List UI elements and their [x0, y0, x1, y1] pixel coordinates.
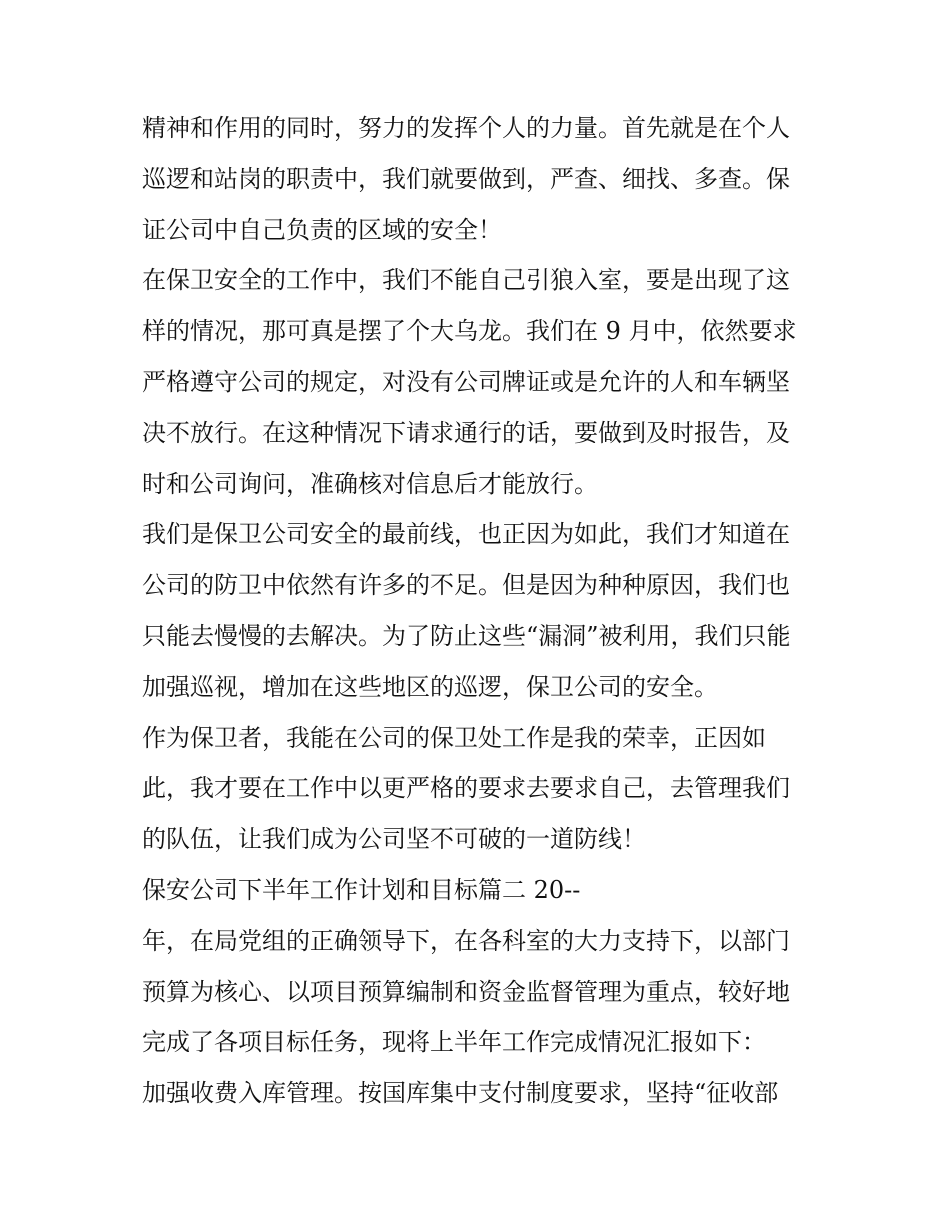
text-line: 作为保卫者，我能在公司的保卫处工作是我的荣幸，正因如: [142, 723, 766, 752]
section-heading: 保安公司下半年工作计划和目标篇二 20--: [142, 875, 581, 904]
text-line: 巡逻和站岗的职责中，我们就要做到，严查、细找、多查。保: [142, 164, 790, 193]
text-line: 公司的防卫中依然有许多的不足。但是因为种种原因，我们也: [142, 571, 790, 600]
text-line: 在保卫安全的工作中，我们不能自己引狼入室，要是出现了这: [142, 266, 790, 295]
text-line: 年，在局党组的正确领导下，在各科室的大力支持下，以部门: [142, 926, 790, 955]
text-line: 时和公司询问，准确核对信息后才能放行。: [142, 469, 598, 498]
text-line: 只能去慢慢的去解决。为了防止这些“漏洞”被利用，我们只能: [142, 621, 791, 650]
text-line: 加强巡视，增加在这些地区的巡逻，保卫公司的安全。: [142, 672, 718, 701]
text-line: 样的情况，那可真是摆了个大乌龙。我们在 9 月中，依然要求: [142, 317, 797, 346]
document-body: [142, 103, 822, 1119]
text-line: 我们是保卫公司安全的最前线，也正因为如此，我们才知道在: [142, 520, 790, 549]
text-line: 精神和作用的同时，努力的发挥个人的力量。首先就是在个人: [142, 114, 790, 142]
text-line: 严格遵守公司的规定，对没有公司牌证或是允许的人和车辆坚: [142, 367, 790, 396]
text-line: 此，我才要在工作中以更严格的要求去要求自己，去管理我们: [142, 774, 790, 803]
text-line: 的队伍，让我们成为公司坚不可破的一道防线！: [142, 825, 646, 854]
text-line: 决不放行。在这种情况下请求通行的话，要做到及时报告，及: [142, 418, 790, 447]
text-line: 证公司中自己负责的区域的安全！: [142, 215, 502, 244]
text-line: 加强收费入库管理。按国库集中支付制度要求，坚持“征收部: [142, 1079, 779, 1108]
text-line: 预算为核心、以项目预算编制和资金监督管理为重点，较好地: [142, 977, 790, 1006]
text-line: 完成了各项目标任务，现将上半年工作完成情况汇报如下：: [142, 1028, 766, 1057]
